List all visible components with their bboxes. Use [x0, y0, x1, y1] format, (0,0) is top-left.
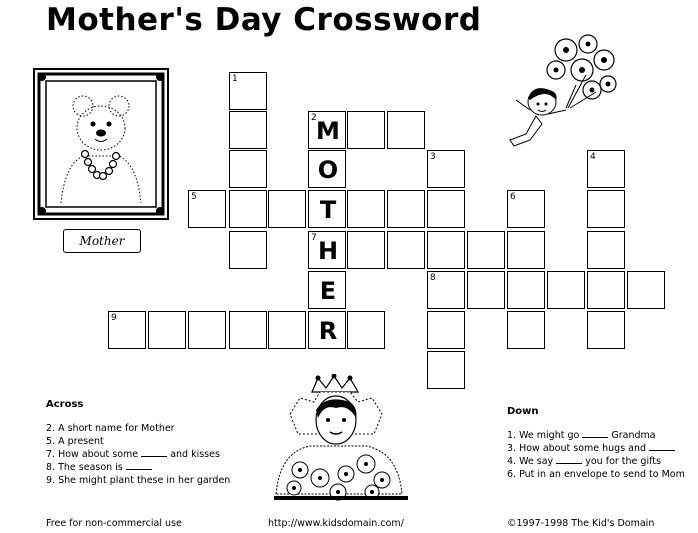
clue-item: 8. The season is — [46, 461, 230, 474]
grid-cell[interactable] — [427, 190, 465, 228]
grid-cell[interactable] — [148, 311, 186, 349]
clue-number: 8 — [430, 273, 436, 283]
clue-item: 2. A short name for Mother — [46, 423, 175, 434]
down-clues — [507, 405, 685, 481]
grid-cell[interactable] — [467, 271, 505, 309]
grid-cell[interactable] — [229, 231, 267, 269]
filled-letter: M — [316, 117, 340, 145]
clue-item: 9. She might plant these in her garden — [46, 475, 231, 486]
grid-cell[interactable] — [507, 231, 545, 269]
grid-cell[interactable] — [229, 311, 267, 349]
grid-cell[interactable] — [507, 311, 545, 349]
answer-blank — [141, 448, 167, 457]
grid-cell[interactable] — [387, 190, 425, 228]
grid-cell[interactable] — [587, 231, 625, 269]
queen-with-flowers-illustration — [270, 374, 412, 504]
clue-number: 1 — [232, 74, 238, 84]
answer-blank — [556, 455, 582, 464]
across-heading: Across — [46, 399, 84, 410]
grid-cell[interactable] — [627, 271, 665, 309]
picture-label: Mother — [63, 229, 141, 253]
clue-number: 4 — [590, 152, 596, 162]
across-clues — [46, 398, 230, 487]
clue-item: 3. How about some hugs and — [507, 442, 685, 455]
grid-cell[interactable] — [347, 111, 385, 149]
teddy-bear-frame-illustration — [33, 68, 169, 220]
grid-cell[interactable] — [229, 111, 267, 149]
grid-cell[interactable] — [188, 311, 226, 349]
grid-cell[interactable] — [229, 150, 267, 188]
grid-cell[interactable] — [387, 111, 425, 149]
filled-letter: T — [319, 196, 337, 224]
page-title: Mother's Day Crossword — [46, 2, 482, 38]
clue-item: 4. We say you for the gifts — [507, 456, 661, 467]
clue-number: 5 — [191, 192, 197, 202]
grid-cell[interactable] — [268, 190, 306, 228]
footer-license: Free for non-commercial use — [46, 518, 182, 529]
grid-cell[interactable] — [507, 271, 545, 309]
grid-cell[interactable] — [347, 311, 385, 349]
clue-number: 6 — [510, 192, 516, 202]
clue-number: 3 — [430, 152, 436, 162]
grid-cell[interactable] — [587, 190, 625, 228]
grid-cell[interactable] — [427, 231, 465, 269]
filled-letter: E — [319, 277, 337, 305]
clue-number: 2 — [311, 113, 317, 123]
grid-cell[interactable] — [387, 231, 425, 269]
clue-item: 1. We might go Grandma — [507, 430, 656, 441]
filled-letter: R — [318, 317, 338, 345]
footer-url[interactable]: http://www.kidsdomain.com/ — [268, 518, 404, 529]
answer-blank — [582, 429, 608, 438]
answer-blank — [126, 461, 152, 470]
grid-cell[interactable] — [347, 190, 385, 228]
grid-cell[interactable] — [587, 311, 625, 349]
footer-copyright: ©1997-1998 The Kid's Domain — [507, 518, 655, 529]
clue-item: 5. A present — [46, 436, 104, 447]
grid-cell[interactable] — [547, 271, 585, 309]
clue-number: 7 — [311, 233, 317, 243]
grid-cell[interactable] — [347, 231, 385, 269]
grid-cell[interactable] — [268, 311, 306, 349]
grid-cell[interactable] — [427, 311, 465, 349]
filled-letter: O — [317, 156, 339, 184]
clue-number: 9 — [111, 313, 117, 323]
answer-blank — [649, 442, 675, 451]
down-heading: Down — [507, 406, 539, 417]
kid-with-flowers-illustration — [496, 30, 632, 162]
clue-item: 7. How about some and kisses — [46, 449, 220, 460]
clue-item: 6. Put in an envelope to send to Mom — [507, 469, 685, 480]
grid-cell[interactable] — [467, 231, 505, 269]
grid-cell[interactable] — [587, 271, 625, 309]
grid-cell[interactable] — [229, 190, 267, 228]
filled-letter: H — [317, 237, 339, 265]
grid-cell[interactable] — [427, 351, 465, 389]
